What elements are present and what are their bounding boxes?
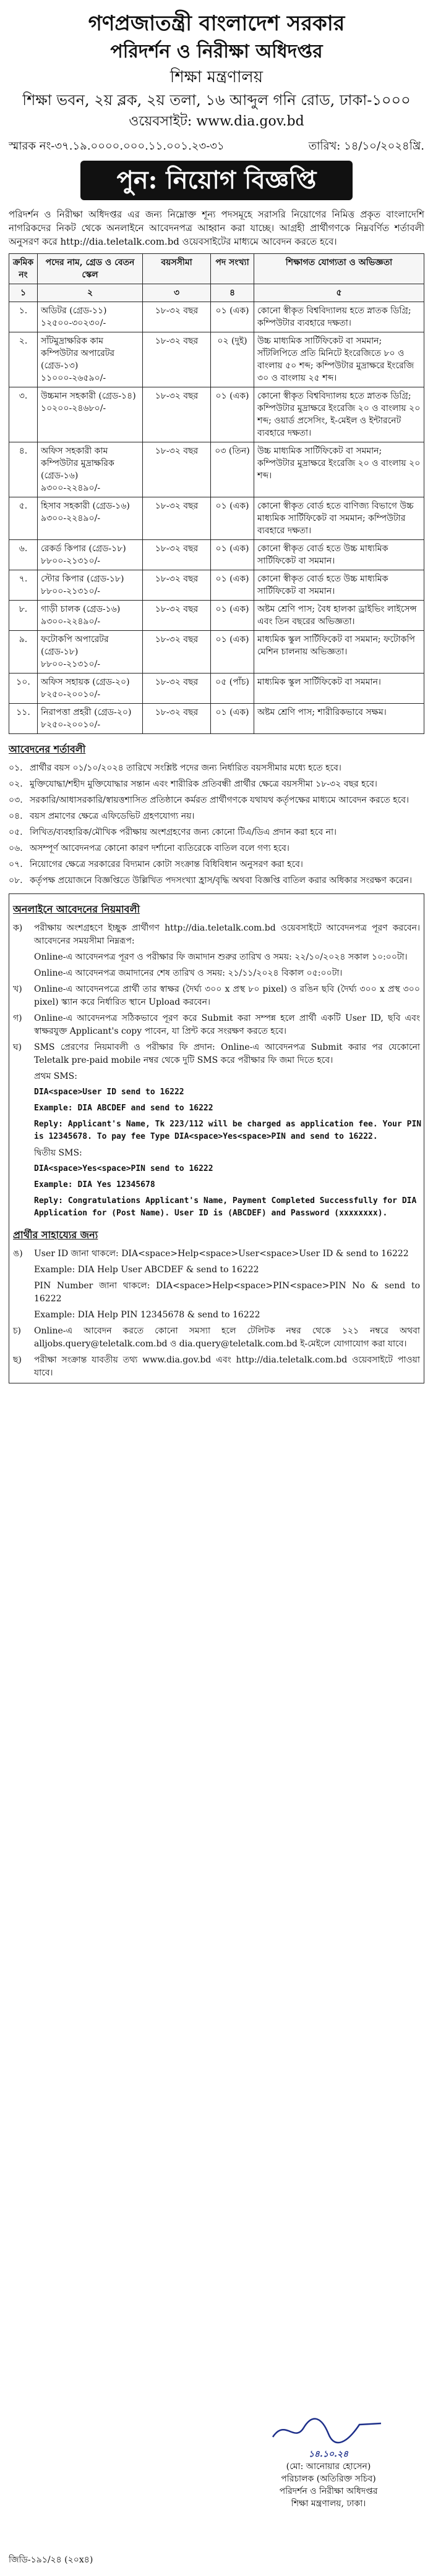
item-number: ০১.	[9, 763, 23, 773]
table-row	[9, 332, 424, 387]
vacancy-table	[9, 253, 424, 734]
table-row	[9, 631, 424, 674]
signature-graphic	[257, 2412, 400, 2448]
header-post: পদের নাম, গ্রেড ও বেতন স্কেল	[38, 254, 143, 284]
header-qualification: শিক্ষাগত যোগ্যতা ও অভিজ্ঞতা	[254, 254, 424, 284]
list-item	[9, 1248, 424, 1261]
cell-qualification: মাধ্যমিক স্কুল সার্টিফিকেট বা সমমান।	[254, 674, 424, 704]
cell-age: ১৮-৩২ বছর	[143, 302, 211, 332]
office-website: ওয়েবসাইট: www.dia.gov.bd	[129, 114, 304, 129]
sms-first-reply: Reply: Applicant's Name, Tk 223/112 will be charged as application fee. Your PIN is 12345678. To pay fee Type DIA<space>Yes<space>PIN and send to 16222.	[34, 1120, 422, 1141]
list-item	[9, 951, 424, 964]
item-number: গ)	[13, 1013, 22, 1023]
list-item	[9, 1041, 424, 1067]
item-text: Online-এ আবেদনপত্রে প্রার্থী তার স্বাক্ষর (দৈর্ঘ্য ৩০০ x প্রস্থ ৮০ pixel) ও রঙিন ছবি (দৈর্ঘ্য ৩০০ x প্রস্থ ৩০০ pixel) স্ক্যান করে নির্ধারিত স্থানে Upload করবেন।	[34, 984, 420, 1007]
cell-post: নিরাপত্তা প্রহরী (গ্রেড-২০) ৮২৫০-২০০১০/-	[38, 704, 143, 734]
list-item	[9, 874, 424, 887]
conditions-title: আবেদনের শর্তাবলী	[9, 743, 86, 755]
sms-second-label: দ্বিতীয় SMS:	[34, 1148, 82, 1158]
cell-count: ০১ (এক)	[211, 631, 254, 674]
cell-post: হিসাব সহকারী (গ্রেড-১৬) ৯৩০০-২২৪৯০/-	[38, 497, 143, 540]
conditions-list	[9, 762, 424, 887]
item-number	[13, 967, 34, 980]
header-count: পদ সংখ্যা	[211, 254, 254, 284]
help-list	[9, 1248, 424, 1380]
cell-age: ১৮-৩২ বছর	[143, 704, 211, 734]
list-item	[9, 1280, 424, 1306]
list-item	[9, 794, 424, 807]
cell-qualification: কোনো স্বীকৃত বোর্ড হতে উচ্চ মাধ্যমিক সার্টিফিকেট বা সমমান।	[254, 540, 424, 570]
cell-qualification: উচ্চ মাধ্যমিক সার্টিফিকেট বা সমমান; কম্পিউটার মুদ্রাক্ষরে ইংরেজি ২০ ও বাংলায় ২০ শব্দ।	[254, 442, 424, 497]
list-item	[9, 922, 424, 948]
cell-serial: ৮.	[9, 601, 38, 631]
item-number: ০২.	[9, 779, 23, 789]
colnum: ৪	[211, 284, 254, 302]
signatory-city: শিক্ষা মন্ত্রণালয়, ঢাকা।	[291, 2499, 366, 2509]
table-row	[9, 497, 424, 540]
cell-qualification: উচ্চ মাধ্যমিক সার্টিফিকেট বা সমমান; সাঁটলিপিতে প্রতি মিনিটে ইংরেজিতে ৮০ ও বাংলায় ৫০ শব্দ; কম্পিউটার মুদ্রাক্ষরে ইংরেজি ৩০ ও বাংলায় ২৫ শব্দ।	[254, 332, 424, 387]
item-text: Online-এ আবেদন করতে কোনো সমস্যা হলে টেলিটক নম্বর থেকে ১২১ নম্বরে অথবা alljobs.query@teletalk.com.bd ও dia.query@teletalk.com.bd ই-মেইলে যোগাযোগ করা যাবে।	[34, 1326, 420, 1349]
item-number	[13, 1264, 34, 1277]
memo-row	[9, 137, 424, 154]
sms-first-label-row	[9, 1070, 424, 1083]
cell-count: ০২ (দুই)	[211, 332, 254, 387]
cell-post: অফিস সহকারী কাম কম্পিউটার মুদ্রাক্ষরিক (গ্রেড-১৬) ৯৩০০-২২৪৯০/-	[38, 442, 143, 497]
item-text: Example: DIA Help User ABCDEF & send to 16222	[34, 1265, 259, 1275]
table-row	[9, 302, 424, 332]
header-serial: ক্রমিক নং	[9, 254, 38, 284]
cell-count: ০১ (এক)	[211, 570, 254, 601]
cell-post: স্টোর কিপার (গ্রেড-১৮) ৮৮০০-২১৩১০/-	[38, 570, 143, 601]
table-row	[9, 601, 424, 631]
cell-post: সাঁটমুদ্রাক্ষরিক কাম কম্পিউটার অপারেটর (গ্রেড-১৩) ১১০০০-২৬৫৯০/-	[38, 332, 143, 387]
cell-count: ০৩ (তিন)	[211, 442, 254, 497]
item-number: ০৭.	[9, 859, 23, 869]
item-text: Online-এ আবেদনপত্র সঠিকভাবে পূরণ করে Submit করা সম্পন্ন হলে প্রার্থী একটি User ID, ছবি এবং স্বাক্ষরযুক্ত Applicant's copy পাবেন, যা প্রিন্ট করে সংরক্ষণ করতে হবে।	[34, 1013, 420, 1036]
cell-serial: ৫.	[9, 497, 38, 540]
online-title: অনলাইনে আবেদনের নিয়মাবলী	[13, 903, 140, 915]
online-list	[9, 922, 424, 1067]
cell-age: ১৮-৩২ বছর	[143, 387, 211, 442]
table-row	[9, 540, 424, 570]
help-title: প্রার্থীর সাহায্যের জন্য	[13, 1229, 98, 1241]
signatory-org: পরিদর্শন ও নিরীক্ষা অধিদপ্তর	[279, 2486, 378, 2496]
sms-second-format: DIA<space>Yes<space>PIN send to 16222	[34, 1164, 213, 1173]
item-text: নিয়োগের ক্ষেত্রে সরকারের বিদ্যমান কোটা সংক্রান্ত বিধিবিধান অনুসরণ করা হবে।	[30, 859, 303, 869]
item-text: লিখিত/ব্যবহারিক/মৌখিক পরীক্ষায় অংশগ্রহণের জন্য কোনো টিএ/ডিএ প্রদান করা হবে না।	[30, 827, 337, 837]
sms-first-format: DIA<space>User ID send to 16222	[34, 1087, 184, 1097]
sms-first-label: প্রথম SMS:	[34, 1071, 77, 1081]
cell-count: ০১ (এক)	[211, 387, 254, 442]
cell-serial: ১.	[9, 302, 38, 332]
cell-age: ১৮-৩২ বছর	[143, 497, 211, 540]
item-text: বয়স প্রমাণের ক্ষেত্রে এফিডেভিট গ্রহণযোগ্য নয়।	[30, 811, 195, 821]
item-text: Online-এ আবেদনপত্র পূরণ ও পরীক্ষার ফি জমাদান শুরুর তারিখ ও সময়: ২২/১০/২০২৪ সকাল ১০:০০টা।	[34, 952, 408, 962]
cell-serial: ৩.	[9, 387, 38, 442]
cell-post: রেকর্ড কিপার (গ্রেড-১৮) ৮৮০০-২১৩১০/-	[38, 540, 143, 570]
cell-post: অডিটর (গ্রেড-১১) ১২৫০০-৩০২৩০/-	[38, 302, 143, 332]
item-text: পরীক্ষায় অংশগ্রহণে ইচ্ছুক প্রার্থীগণ http://dia.teletalk.com.bd ওয়েবসাইটে আবেদনপত্র পূরণ করবেন। আবেদনের সময়সীমা নিম্নরূপ:	[34, 923, 420, 946]
item-text: User ID জানা থাকলে: DIA<space>Help<space>User<space>User ID & send to 16222	[34, 1249, 409, 1259]
colnum: ১	[9, 284, 38, 302]
cell-serial: ৪.	[9, 442, 38, 497]
cell-qualification: অষ্টম শ্রেণি পাস; শারীরিকভাবে সক্ষম।	[254, 704, 424, 734]
cell-age: ১৮-৩২ বছর	[143, 631, 211, 674]
table-row	[9, 704, 424, 734]
item-text: অসম্পূর্ণ আবেদনপত্র কোনো কারণ দর্শানো ব্যতিরেকে বাতিল বলে গণ্য হবে।	[30, 843, 289, 853]
item-number: ক)	[13, 923, 23, 933]
list-item	[9, 1309, 424, 1322]
item-text: Online-এ আবেদনপত্র জমাদানের শেষ তারিখ ও সময়: ২১/১১/২০২৪ বিকাল ০৫:০০টা।	[34, 968, 343, 978]
item-number	[13, 951, 34, 964]
cell-serial: ১১.	[9, 704, 38, 734]
memo-number: স্মারক নং-৩৭.১৯.০০০০.০০০.১১.০০১.২৩-৩১	[9, 140, 225, 153]
signatory-designation: পরিচালক (অতিরিক্ত সচিব)	[281, 2474, 376, 2484]
cell-age: ১৮-৩২ বছর	[143, 570, 211, 601]
cell-post: উচ্চমান সহকারী (গ্রেড-১৪) ১০২০০-২৪৬৮০/-	[38, 387, 143, 442]
list-item	[9, 1012, 424, 1038]
office-title: পরিদর্শন ও নিরীক্ষা অধিদপ্তর	[110, 41, 323, 62]
signatory-name: (মো: আনোয়ার হোসেন)	[286, 2462, 371, 2472]
cell-qualification: কোনো স্বীকৃত বোর্ড হতে উচ্চ মাধ্যমিক সার্টিফিকেট বা সমমান।	[254, 570, 424, 601]
table-row	[9, 387, 424, 442]
cell-age: ১৮-৩২ বছর	[143, 442, 211, 497]
government-title: গণপ্রজাতন্ত্রী বাংলাদেশ সরকার	[88, 11, 345, 36]
cell-qualification: কোনো স্বীকৃত বিশ্ববিদ্যালয় হতে স্নাতক ডিগ্রি; কম্পিউটার মুদ্রাক্ষরে ইংরেজি ২০ ও বাংলায় ২০ শব্দ; ওয়ার্ড প্রসেসিং, ই-মেইল ও ইন্টারনেট ব্যবহারে দক্ষতা।	[254, 387, 424, 442]
item-number: ০৬.	[9, 843, 23, 853]
list-item	[9, 1264, 424, 1277]
notice-page	[9, 9, 424, 2567]
signature-date: ১৪.১০.২৪	[308, 2449, 349, 2459]
online-box	[9, 893, 424, 1383]
item-text: সরকারি/আধাসরকারি/স্বায়ত্তশাসিত প্রতিষ্ঠানে কর্মরত প্রার্থীগণকে যথাযথ কর্তৃপক্ষের মাধ্যমে আবেদন করতে হবে।	[30, 795, 409, 805]
item-text: SMS প্রেরণের নিয়মাবলী ও পরীক্ষার ফি প্রদান: Online-এ আবেদনপত্র Submit করার পর যেকোনো Teletalk pre-paid mobile নম্বর থেকে দুটি SMS করে পরীক্ষার ফি জমা দিতে হবে।	[34, 1042, 420, 1065]
sms-second-label-row	[9, 1147, 424, 1160]
cell-post: অফিস সহায়ক (গ্রেড-২০) ৮২৫০-২০০১০/-	[38, 674, 143, 704]
table-row	[9, 674, 424, 704]
sms-second-example: Example: DIA Yes 12345678	[34, 1180, 155, 1189]
vacancy-rows	[9, 302, 424, 734]
cell-serial: ১০.	[9, 674, 38, 704]
list-item	[9, 826, 424, 839]
cell-serial: ৭.	[9, 570, 38, 601]
colnum: ৩	[143, 284, 211, 302]
list-item	[9, 1325, 424, 1351]
cell-post: গাড়ী চালক (গ্রেড-১৬) ৯৩০০-২২৪৯০/-	[38, 601, 143, 631]
list-item	[9, 762, 424, 775]
memo-date: তারিখ: ১৪/১০/২০২৪খ্রি.	[308, 140, 424, 153]
list-item	[9, 810, 424, 823]
item-number	[13, 1280, 34, 1306]
list-item	[9, 858, 424, 871]
cell-count: ০১ (এক)	[211, 540, 254, 570]
item-number: ০৩.	[9, 795, 23, 805]
list-item	[9, 967, 424, 980]
list-item	[9, 1354, 424, 1380]
table-row	[9, 570, 424, 601]
ministry-title: শিক্ষা মন্ত্রণালয়	[169, 68, 264, 87]
item-number: চ)	[13, 1326, 22, 1336]
item-number: ০৮.	[9, 876, 23, 885]
table-header-row	[9, 254, 424, 284]
cell-post: ফটোকপি অপারেটর (গ্রেড-১৮) ৮৮০০-২১৩১০/-	[38, 631, 143, 674]
item-number: খ)	[13, 984, 22, 994]
sms-first-example: Example: DIA ABCDEF and send to 16222	[34, 1104, 213, 1113]
list-item	[9, 842, 424, 855]
cell-qualification: কোনো স্বীকৃত বিশ্ববিদ্যালয় হতে স্নাতক ডিগ্রি; কম্পিউটার ব্যবহারে দক্ষতা।	[254, 302, 424, 332]
colnum: ২	[38, 284, 143, 302]
item-text: কর্তৃপক্ষ প্রয়োজনে বিজ্ঞপ্তিতে উল্লিখিত পদসংখ্যা হ্রাস/বৃদ্ধি অথবা বিজ্ঞপ্তি বাতিল করার অধিকার সংরক্ষণ করেন।	[30, 876, 412, 885]
cell-qualification: মাধ্যমিক স্কুল সার্টিফিকেট বা সমমান; ফটোকপি মেশিন চালনায় অভিজ্ঞতা।	[254, 631, 424, 674]
item-text: Example: DIA Help PIN 12345678 & send to 16222	[34, 1310, 260, 1320]
item-text: পরীক্ষা সংক্রান্ত যাবতীয় তথ্য www.dia.gov.bd এবং http://dia.teletalk.com.bd ওয়েবসাইটে পাওয়া যাবে।	[34, 1355, 420, 1378]
cell-qualification: অষ্টম শ্রেণি পাস; বৈধ হালকা ড্রাইভিং লাইসেন্স এবং তিন বছরের অভিজ্ঞতা।	[254, 601, 424, 631]
cell-serial: ৯.	[9, 631, 38, 674]
item-number: ঘ)	[13, 1042, 22, 1052]
list-item	[9, 983, 424, 1009]
item-text: প্রার্থীর বয়স ০১/১০/২০২৪ তারিখে সংশ্লিষ্ট পদের জন্য নির্ধারিত বয়সসীমার মধ্যে হতে হবে।	[30, 763, 341, 773]
cell-age: ১৮-৩২ বছর	[143, 601, 211, 631]
cell-count: ০১ (এক)	[211, 601, 254, 631]
notice-banner: পুন: নিয়োগ বিজ্ঞপ্তি	[80, 161, 353, 200]
header-age: বয়সসীমা	[143, 254, 211, 284]
table-row	[9, 442, 424, 497]
item-text: PIN Number জানা থাকলে: DIA<space>Help<space>PIN<space>PIN No & send to 16222	[34, 1281, 420, 1304]
table-colnum-row	[9, 284, 424, 302]
list-item	[9, 778, 424, 791]
cell-count: ০৫ (পাঁচ)	[211, 674, 254, 704]
colnum: ৫	[254, 284, 424, 302]
cell-count: ০১ (এক)	[211, 302, 254, 332]
item-text: মুক্তিযোদ্ধা/শহীদ মুক্তিযোদ্ধার সন্তান এবং শারীরিক প্রতিবন্ধী প্রার্থীর ক্ষেত্রে বয়সসীমা ১৮-৩২ বছর হবে।	[30, 779, 377, 789]
cell-serial: ৬.	[9, 540, 38, 570]
office-address: শিক্ষা ভবন, ২য় ব্লক, ২য় তলা, ১৬ আব্দুল গনি রোড, ঢাকা-১০০০	[22, 91, 411, 109]
signature-block	[257, 2412, 400, 2510]
sms-second-reply: Reply: Congratulations Applicant's Name, Payment Completed Successfully for DIA Application for (Post Name). User ID is (ABCDEF) and Password (xxxxxxxx).	[34, 1196, 417, 1218]
item-number	[13, 1309, 34, 1322]
cell-count: ০১ (এক)	[211, 497, 254, 540]
item-number: ০৪.	[9, 811, 23, 821]
item-number: ছ)	[13, 1355, 22, 1365]
item-number: ঙ)	[13, 1249, 23, 1259]
intro-paragraph: পরিদর্শন ও নিরীক্ষা অধিদপ্তর এর জন্য নিম্নোক্ত শূন্য পদসমূহে সরাসরি নিয়োগের নিমিত্ত প্রকৃত বাংলাদেশি নাগরিকদের নিকট থেকে অনলাইনে আবেদনপত্র আহ্বান করা যাচ্ছে। আগ্রহী প্রার্থীগণকে নিম্নবর্ণিত শর্তাবলী অনুসরণ করে http://dia.teletalk.com.bd ওয়েবসাইটের মাধ্যমে আবেদন করতে হবে।	[9, 209, 424, 247]
cell-count: ০১ (এক)	[211, 704, 254, 734]
cell-age: ১৮-৩২ বছর	[143, 540, 211, 570]
cell-age: ১৮-৩২ বছর	[143, 674, 211, 704]
notice-header	[9, 9, 424, 132]
cell-age: ১৮-৩২ বছর	[143, 332, 211, 387]
item-number: ০৫.	[9, 827, 23, 837]
footer-gd-code: জিডি-১৯১/২৪ (২০x৪)	[9, 2555, 93, 2565]
cell-qualification: কোনো স্বীকৃত বোর্ড হতে বাণিজ্য বিভাগে উচ্চ মাধ্যমিক সার্টিফিকেট বা সমমান; কম্পিউটার ব্যবহারে দক্ষতা।	[254, 497, 424, 540]
cell-serial: ২.	[9, 332, 38, 387]
